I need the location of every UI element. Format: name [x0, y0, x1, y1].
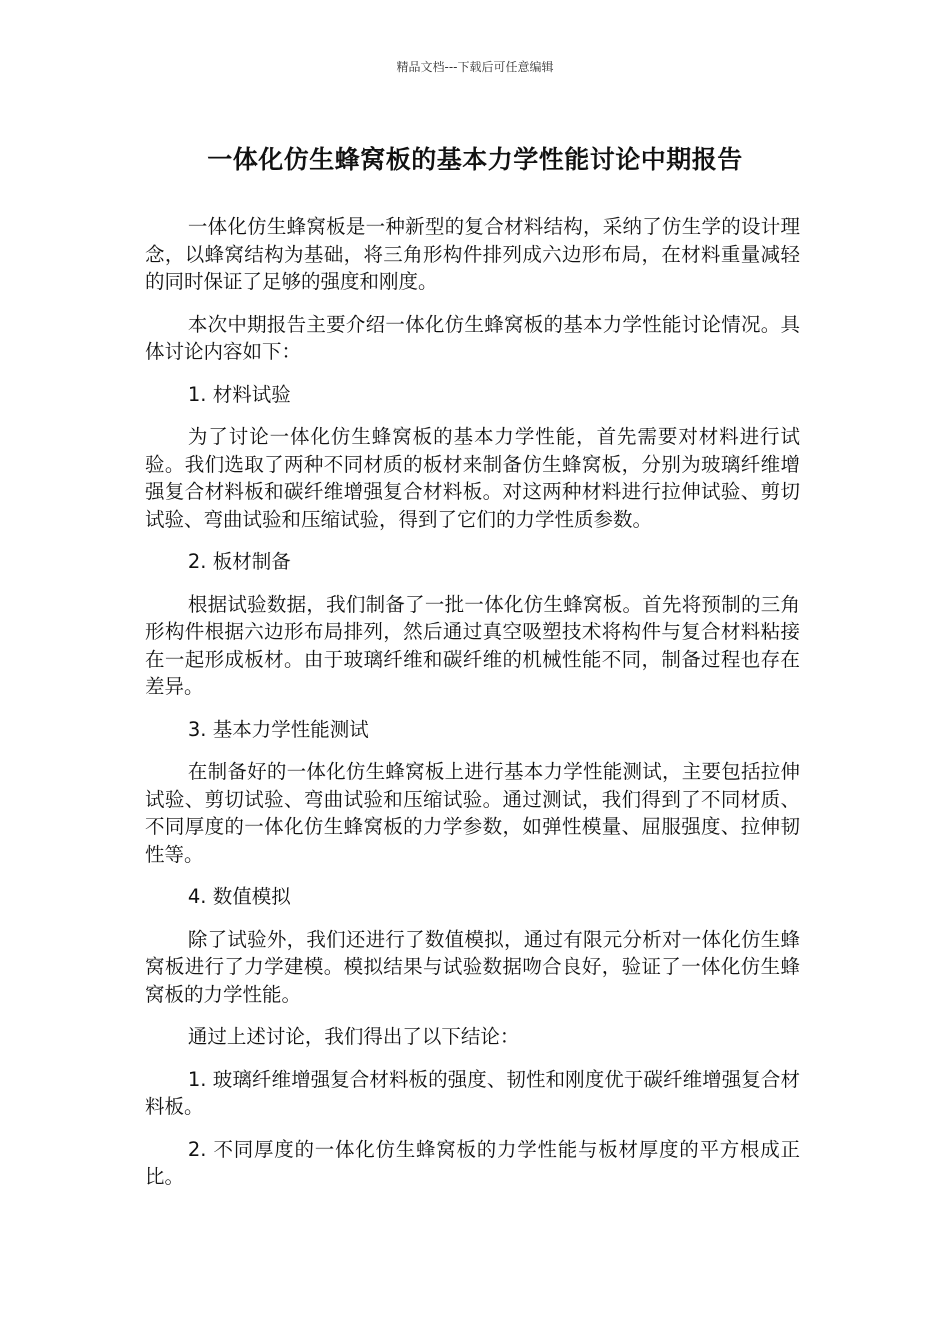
section-heading-material-test: 1. 材料试验	[187, 382, 291, 406]
material-test-paragraph: 为了讨论一体化仿生蜂窝板的基本力学性能，首先需要对材料进行试验。我们选取了两种不同材质的板材来制备仿生蜂窝板，分别为玻璃纤维增强复合材料板和碳纤维增强复合材料板。对这两种材料进行拉伸试验、剪切试验、弯曲试验和压缩试验，得到了它们的力学性质参数。	[145, 425, 800, 531]
section-heading-panel-preparation: 2. 板材制备	[187, 550, 291, 573]
header-note: 精品文档---下载后可任意编辑	[396, 60, 554, 74]
mechanical-testing-paragraph: 在制备好的一体化仿生蜂窝板上进行基本力学性能测试，主要包括拉伸试验、剪切试验、弯曲试验和压缩试验。通过测试，我们得到了不同材质、不同厚度的一体化仿生蜂窝板的力学参数，如弹性模量、屈服强度、拉伸韧性等。	[145, 760, 800, 866]
panel-preparation-paragraph: 根据试验数据，我们制备了一批一体化仿生蜂窝板。首先将预制的三角形构件根据六边形布局排列，然后通过真空吸塑技术将构件与复合材料粘接在一起形成板材。由于玻璃纤维和碳纤维的机械性能不同，制备过程也存在差异。	[145, 592, 800, 698]
conclusion-item-2: 2. 不同厚度的一体化仿生蜂窝板的力学性能与板材厚度的平方根成正比。	[145, 1137, 800, 1188]
numerical-simulation-paragraph: 除了试验外，我们还进行了数值模拟，通过有限元分析对一体化仿生蜂窝板进行了力学建模。模拟结果与试验数据吻合良好，验证了一体化仿生蜂窝板的力学性能。	[145, 927, 800, 1006]
report-scope-paragraph: 本次中期报告主要介绍一体化仿生蜂窝板的基本力学性能讨论情况。具体讨论内容如下：	[145, 312, 800, 363]
conclusion-intro-paragraph: 通过上述讨论，我们得出了以下结论：	[187, 1025, 520, 1048]
section-heading-numerical-simulation: 4. 数值模拟	[187, 885, 291, 908]
conclusion-item-1: 1. 玻璃纤维增强复合材料板的强度、韧性和刚度优于碳纤维增强复合材料板。	[145, 1067, 800, 1118]
intro-paragraph: 一体化仿生蜂窝板是一种新型的复合材料结构，采纳了仿生学的设计理念，以蜂窝结构为基础，将三角形构件排列成六边形布局，在材料重量减轻的同时保证了足够的强度和刚度。	[145, 215, 800, 293]
section-heading-mechanical-testing: 3. 基本力学性能测试	[187, 717, 369, 741]
document-body	[145, 213, 800, 1206]
document-title: 一体化仿生蜂窝板的基本力学性能讨论中期报告	[207, 145, 743, 174]
